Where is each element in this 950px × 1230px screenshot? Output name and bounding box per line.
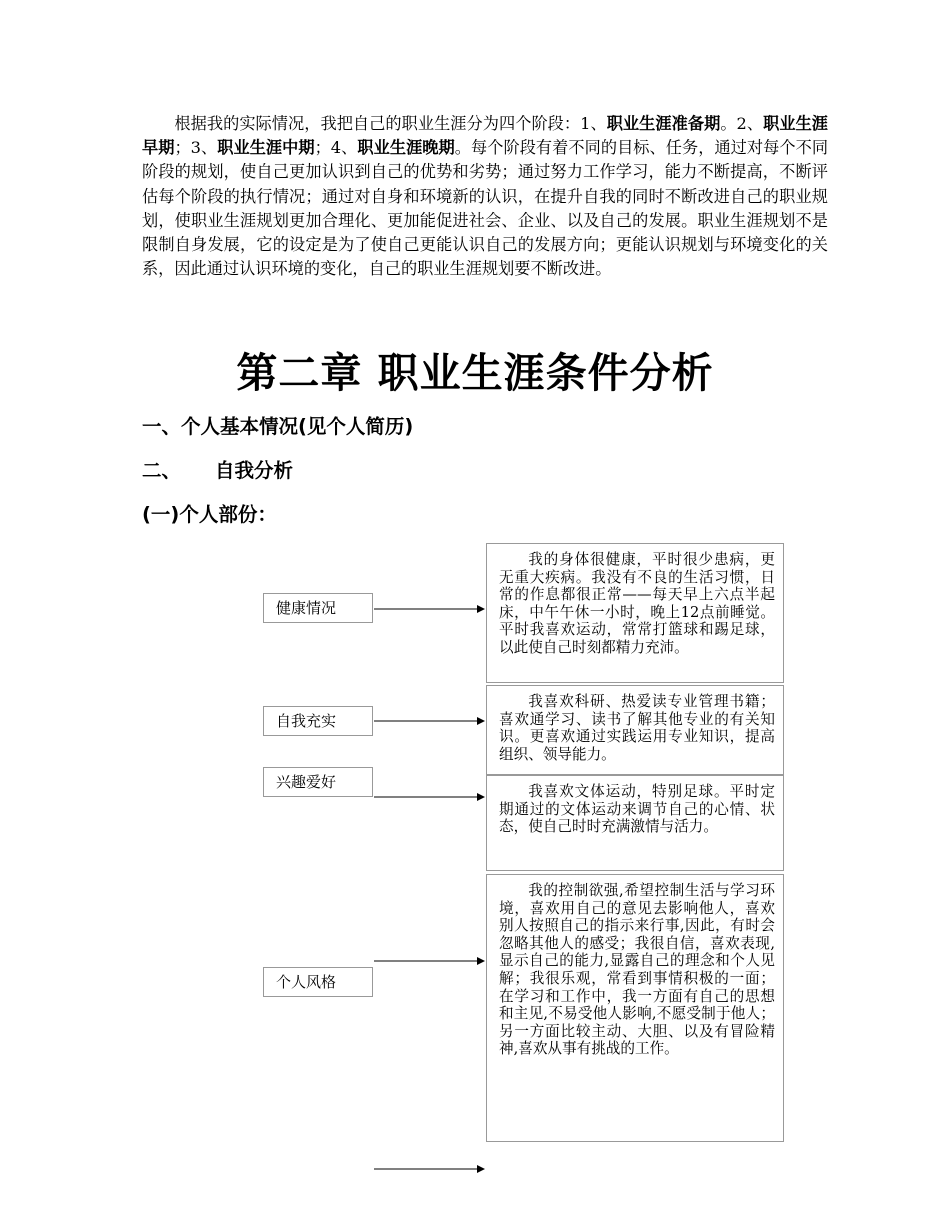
intro-stage-1: 职业生涯准备期 — [606, 114, 721, 133]
intro-text-1: 根据我的实际情况，我把自己的职业生涯分为四个阶段：1、 — [174, 114, 607, 133]
label-self-improve: 自我充实 — [263, 706, 373, 736]
section-heading-basic-info: 一、个人基本情况(见个人简历) — [142, 415, 414, 438]
section-number: 二、 — [142, 459, 182, 482]
section-title: 自我分析 — [215, 459, 294, 482]
intro-text-3: ；3、 — [174, 138, 218, 158]
label-style: 个人风格 — [263, 967, 373, 997]
label-health: 健康情况 — [263, 593, 373, 623]
desc-self-improve — [486, 685, 784, 775]
desc-hobby — [486, 775, 784, 871]
desc-self-improve-text: 我喜欢科研、热爱读专业管理书籍；喜欢通学习、读书了解其他专业的有关知识。更喜欢通过实践运用专业知识，提高组织、领导能力。 — [499, 693, 775, 763]
chapter-title: 第二章 职业生涯条件分析 — [236, 349, 714, 397]
desc-style — [486, 874, 784, 1142]
desc-health-text: 我的身体很健康，平时很少患病，更无重大疾病。我没有不良的生活习惯，日常的作息都很正常——每天早上六点半起床，中午午休一小时，晚上12点前睡觉。平时我喜欢运动，常常打篮球和踢足球，以此使自己时刻都精力充沛。 — [499, 551, 775, 656]
label-hobby: 兴趣爱好 — [263, 767, 373, 797]
intro-stage-4: 职业生涯晚期 — [357, 138, 455, 158]
subsection-heading-personal: (一)个人部份： — [142, 503, 277, 526]
desc-health — [486, 543, 784, 683]
intro-stage-2: 职业生涯早期 — [142, 114, 828, 158]
intro-text-5: 。每个阶段有着不同的目标、任务，通过对每个不同阶段的规划，使自己更加认识到自己的优势和劣势；通过努力工作学习，能力不断提高，不断评估每个阶段的执行情况；通过对自身和环境新的认识，在提升自我的同时不断改进自己的职业规划，使职业生涯规划更加合理化、更加能促进社会、企业、以及自己的发展。职业生涯规划不是限制自身发展，它的设定是为了使自己更能认识自己的发展方向；更能认识规划与环境变化的关系，因此通过认识环境的变化，自己的职业生涯规划要不断改进。 — [142, 138, 829, 279]
intro-text-4: ；4、 — [314, 138, 358, 158]
desc-style-text: 我的控制欲强,希望控制生活与学习环境，喜欢用自己的意见去影响他人，喜欢别人按照自己的指示来行事,因此，有时会忽略其他人的感受；我很自信，喜欢表现,显示自己的能力,显露自己的理念和个人见解；我很乐观，常看到事情积极的一面；在学习和工作中，我一方面有自己的思想和主见,不易受他人影响,不愿受制于他人；另一方面比较主动、大胆、以及有冒险精神,喜欢从事有挑战的工作。 — [499, 882, 775, 1058]
desc-hobby-text: 我喜欢文体运动，特别足球。平时定期通过的文体运动来调节自己的心情、状态，使自己时时充满激情与活力。 — [499, 783, 775, 836]
intro-stage-3: 职业生涯中期 — [217, 138, 315, 158]
intro-text-2: 。2、 — [720, 114, 764, 133]
